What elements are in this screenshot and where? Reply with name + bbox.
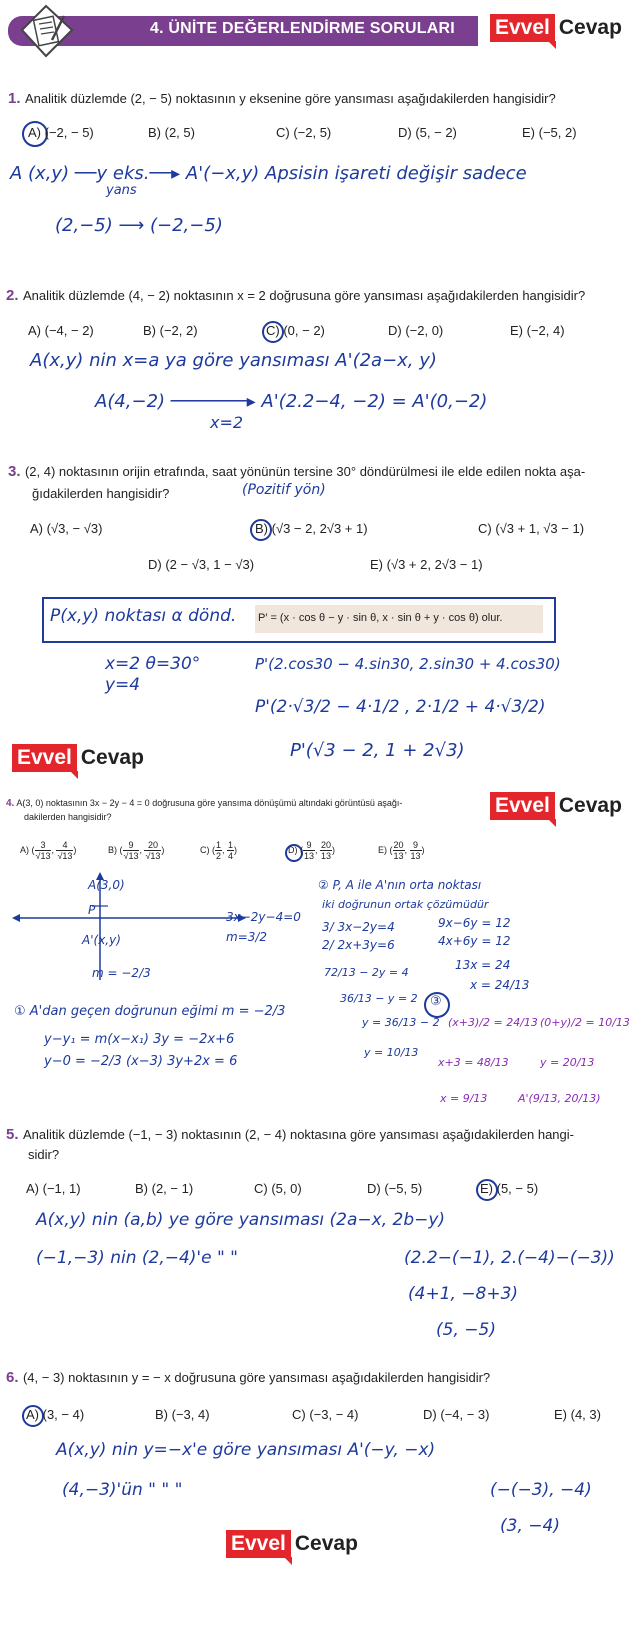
q2-option-e: E) (−2, 4) [510, 323, 565, 338]
q4-hw-s4: y = 20/13 [540, 1056, 595, 1069]
q6-option-a: A) (3, − 4) [26, 1407, 85, 1422]
q4-hw-step3: ③ [430, 994, 442, 1009]
brand-logo: Evvel Cevap [12, 744, 148, 772]
q2-option-a: A) (−4, − 2) [28, 323, 94, 338]
q2-hw-line3: x=2 [210, 413, 244, 432]
q5-hw-line2: (−1,−3) nin (2,−4)'e " " [36, 1248, 238, 1268]
q4-hw-r6: 4x+6y = 12 [438, 934, 511, 948]
q4-hw-r12: y = 10/13 [364, 1046, 419, 1059]
q3-formula: P′ = (x · cos θ − y · sin θ, x · sin θ + y · cos θ) olur. [258, 612, 503, 624]
brand-logo: Evvel Cevap [226, 1530, 362, 1558]
q1-hw-line2: (2,−5) ⟶ (−2,−5) [55, 215, 223, 236]
q4-hw-r8: x = 24/13 [470, 978, 530, 992]
q4-hw-s6: A'(9/13, 20/13) [518, 1092, 601, 1105]
q5-hw-line3: (2.2−(−1), 2.(−4)−(−3)) [404, 1248, 615, 1268]
q4-option-c: C) ( $\frac{1}{2}$ , $\frac{1}{4}$ ) [200, 840, 238, 861]
brand-logo: Evvel Cevap [490, 792, 626, 820]
question-6-text: 6. (4, − 3) noktasının y = − x doğrusuna göre yansıması aşağıdakilerden hangisidir? [6, 1369, 491, 1386]
q4-hw-s1: (x+3)/2 = 24/13 [448, 1016, 538, 1029]
q6-option-d: D) (−4, − 3) [423, 1407, 490, 1422]
q1-option-a: A) (−2, − 5) [28, 125, 94, 140]
q5-option-c: C) (5, 0) [254, 1181, 302, 1196]
q3-option-b: B) (√3 − 2, 2√3 + 1) [255, 521, 368, 536]
q4-hw-s5: x = 9/13 [440, 1092, 488, 1105]
q4-hw-r9: 72/13 − 2y = 4 [324, 966, 409, 979]
question-4-text-line2: dakilerden hangisidir? [24, 812, 112, 822]
q2-option-d: D) (−2, 0) [388, 323, 444, 338]
q6-hw-line2: (4,−3)'ün " " " [62, 1480, 183, 1500]
q1-option-c: C) (−2, 5) [276, 125, 332, 140]
q3-hw-line4: P'(2·√3/2 − 4·1/2 , 2·1/2 + 4·√3/2) [255, 697, 546, 717]
q4-hw-s2: (0+y)/2 = 10/13 [540, 1016, 630, 1029]
q5-hw-line5: (5, −5) [436, 1320, 496, 1340]
q3-hw-line5: P'(√3 − 2, 1 + 2√3) [290, 740, 465, 761]
q3-box-hw: P(x,y) noktası α dönd. [50, 606, 237, 626]
q5-hw-line4: (4+1, −8+3) [408, 1284, 519, 1304]
q4-hw-r2: iki doğrunun ortak çözümüdür [322, 898, 489, 911]
q4-hw-graph-perp-slope: m = −2/3 [92, 966, 151, 980]
q4-hw-r3: 3/ 3x−2y=4 [322, 920, 395, 934]
q4-hw-r10: 36/13 − y = 2 [340, 992, 418, 1005]
q4-hw-graph-p: P [88, 903, 96, 917]
q1-option-d: D) (5, − 2) [398, 125, 457, 140]
q5-option-a: A) (−1, 1) [26, 1181, 81, 1196]
q4-option-a: A) ( $\frac{3}{√13}$ , $\frac{4}{√13}$ ) [20, 840, 77, 861]
clipboard-pencil-icon [14, 2, 78, 58]
q6-option-e: E) (4, 3) [554, 1407, 601, 1422]
brand-logo: Evvel Cevap [490, 14, 626, 42]
q4-option-d: D) ( $\frac{9}{13}$ , $\frac{20}{13}$ ) [288, 840, 336, 861]
q3-option-a: A) (√3, − √3) [30, 521, 103, 536]
question-5-text: 5. Analitik düzlemde (−1, − 3) noktasının (2, − 4) noktasına göre yansıması aşağıdakilerden hangi- [6, 1126, 574, 1143]
question-2-text: 2. Analitik düzlemde (4, − 2) noktasının x = 2 doğrusuna göre yansıması aşağıdakilerden hangisidir? [6, 287, 586, 304]
q3-hw-note: (Pozitif yön) [242, 482, 326, 498]
q6-hw-line1: A(x,y) nin y=−x'e göre yansıması A'(−y, −x) [56, 1440, 436, 1460]
q3-hw-line1: x=2 θ=30° [105, 654, 201, 674]
question-3-text: 3. (2, 4) noktasının orijin etrafında, saat yönünün tersine 30° döndürülmesi ile elde edilen nokta aşa- [8, 463, 586, 480]
q5-option-b: B) (2, − 1) [135, 1181, 194, 1196]
q4-hw-r5: 9x−6y = 12 [438, 916, 511, 930]
q6-hw-line4: (3, −4) [500, 1516, 560, 1536]
q2-hw-line2: A(4,−2) ───────▸ A'(2.2−4, −2) = A'(0,−2) [95, 391, 488, 412]
q1-hw-line1: A (x,y) ──y eks.──▸ A'(−x,y) Apsisin işareti değişir sadece [10, 163, 527, 184]
q3-hw-line3: P'(2.cos30 − 4.sin30, 2.sin30 + 4.cos30) [255, 655, 561, 673]
q4-hw-left2: y−y₁ = m(x−x₁) 3y = −2x+6 [44, 1032, 235, 1047]
q4-hw-r4: 2/ 2x+3y=6 [322, 938, 395, 952]
q5-option-d: D) (−5, 5) [367, 1181, 423, 1196]
question-3-text-line2: ğıdakilerden hangisidir? [32, 486, 170, 501]
q3-hw-line2: y=4 [105, 675, 141, 695]
q5-option-e: E) (5, − 5) [480, 1181, 539, 1196]
q4-hw-graph-aprime: A'(x,y) [82, 933, 121, 947]
q3-option-e: E) (√3 + 2, 2√3 − 1) [370, 557, 483, 572]
q4-hw-r11: y = 36/13 − 2 [362, 1016, 440, 1029]
q4-option-e: E) ( $\frac{20}{13}$ , $\frac{9}{13}$ ) [378, 840, 425, 861]
q4-hw-s3: x+3 = 48/13 [438, 1056, 509, 1069]
q4-hw-left1: ① A'dan geçen doğrunun eğimi m = −2/3 [14, 1004, 286, 1019]
q6-hw-line3: (−(−3), −4) [490, 1480, 592, 1500]
q5-hw-line1: A(x,y) nin (a,b) ye göre yansıması (2a−x, 2b−y) [36, 1210, 446, 1230]
q1-hw-yans: yans [106, 183, 137, 198]
question-5-text-line2: sidir? [28, 1147, 60, 1162]
page-title: 4. ÜNİTE DEĞERLENDİRME SORULARI [150, 20, 455, 37]
q3-option-d: D) (2 − √3, 1 − √3) [148, 557, 255, 572]
q2-option-c: C) (0, − 2) [266, 323, 325, 338]
q6-option-b: B) (−3, 4) [155, 1407, 210, 1422]
q2-hw-line1: A(x,y) nin x=a ya göre yansıması A'(2a−x, y) [30, 350, 437, 371]
question-1-text: 1. Analitik düzlemde (2, − 5) noktasının y eksenine göre yansıması aşağıdakilerden hangisidir? [8, 90, 556, 107]
q2-option-b: B) (−2, 2) [143, 323, 198, 338]
q4-option-b: B) ( $\frac{9}{√13}$ , $\frac{20}{√13}$ ) [108, 840, 165, 861]
q4-hw-graph-line: 3x−2y−4=0 [226, 910, 301, 924]
q4-hw-graph-a: A(3,0) [88, 878, 125, 892]
q1-option-e: E) (−5, 2) [522, 125, 577, 140]
question-4-text: 4. A(3, 0) noktasının 3x − 2y − 4 = 0 doğrusuna göre yansıma dönüşümü altındaki görüntüsü aşağı- [6, 798, 403, 809]
q6-option-c: C) (−3, − 4) [292, 1407, 359, 1422]
q3-option-c: C) (√3 + 1, √3 − 1) [478, 521, 585, 536]
q1-option-b: B) (2, 5) [148, 125, 195, 140]
q4-hw-graph-slope: m=3/2 [226, 930, 268, 944]
q4-hw-left3: y−0 = −2/3 (x−3) 3y+2x = 6 [44, 1054, 238, 1069]
q4-hw-r1: ② P, A ile A'nın orta noktası [318, 878, 482, 892]
q4-hw-r7: 13x = 24 [455, 958, 511, 972]
